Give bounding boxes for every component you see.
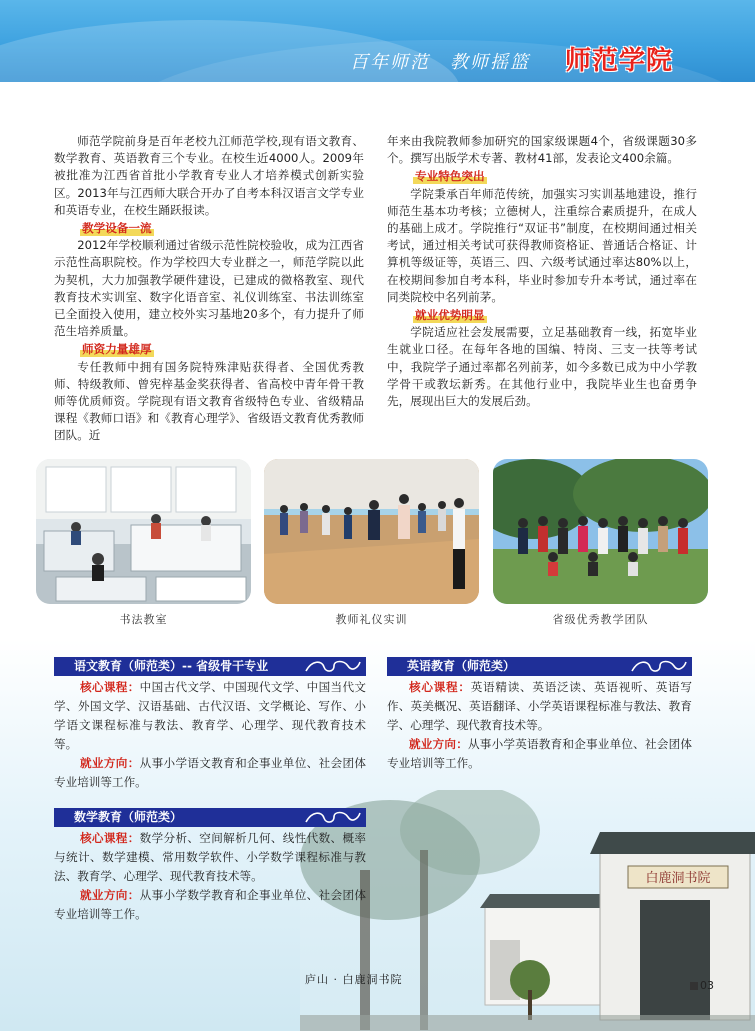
tag-employment-advantage: 就业优势明显 (415, 308, 485, 323)
core-label-chinese: 核心课程： (80, 680, 140, 694)
brand-title: 师范学院 (565, 46, 674, 76)
plaque-text: 白鹿洞书院 (645, 871, 711, 886)
cloud-ornament-icon (302, 658, 362, 675)
slogan-part-2: 教师摇篮 (450, 52, 530, 73)
program-header-math (54, 808, 366, 827)
research-paragraph: 年来由我院教师参加研究的国家级课题4个，省级课题30多个。撰写出版学术专著、教材41部，发表论文400余篇。 (387, 134, 697, 166)
page-number (690, 979, 714, 992)
employment-paragraph: 学院适应社会发展需要，立足基础教育一线，拓宽毕业生就业口径。在每年各地的国编、特岗、三支一扶等考试中，我院学子通过率都名列前茅，如今多数已成为中小学教学骨干或教坛新秀。在其他行业中，我院毕业生也奋勇争先，展现出巨大的发展后劲。 (387, 325, 697, 409)
career-math: 从事小学数学教育和企事业单位、社会团体专业培训等工作。 (54, 888, 366, 921)
tag-teaching-equipment: 教学设备一流 (82, 221, 152, 236)
program-title-math: 数学教育（师范类） (74, 810, 183, 824)
photo-caption-2: 教师礼仪实训 (335, 613, 408, 626)
career-label-english: 就业方向： (409, 737, 468, 751)
specialty-paragraph: 学院秉承百年师范传统，加强实习实训基地建设，推行师范生基本功考核；立德树人，注重综合素质提升，在成人的基础上成才。学院推行“双证书”制度，在校期间通过相关考试，通过相关考试可获得教师资格证、普通话合格证、计算机等级证等，英语三、四、六级考试通过率达80%以上，在校期间参加自考本科，毕业时参加专升本考试，通过率在同类院校中名列前茅。 (387, 186, 697, 304)
academy-scenery-image (300, 790, 755, 1031)
program-title-english: 英语教育（师范类） (407, 659, 516, 673)
program-title-chinese: 语文教育（师范类）-- 省级骨干专业 (74, 659, 269, 673)
core-label-math: 核心课程： (80, 831, 140, 845)
program-body-english (387, 678, 692, 773)
left-column (54, 133, 364, 445)
program-header-chinese (54, 657, 366, 676)
program-header-english (387, 657, 692, 676)
career-chinese: 从事小学语文教育和企事业单位、社会团体专业培训等工作。 (54, 756, 366, 789)
career-label-math: 就业方向： (80, 888, 140, 902)
core-courses-english: 英语精读、英语泛读、英语视听、英语写作、英美概况、英语翻译、小学英语课程标准与教法、教育学、心理学、现代教育技术等。 (387, 680, 692, 732)
scenery-caption: 庐山 · 白鹿洞书院 (305, 973, 403, 986)
page-marker-icon (690, 982, 698, 990)
career-label-chinese: 就业方向： (80, 756, 140, 770)
header-banner (0, 0, 755, 82)
program-body-chinese (54, 678, 366, 792)
tag-faculty-strength: 师资力量雄厚 (82, 342, 152, 357)
right-column (387, 133, 697, 410)
tag-specialty-features: 专业特色突出 (415, 169, 485, 184)
banner-slogan (350, 50, 550, 76)
cloud-ornament-icon (628, 658, 688, 675)
calligraphy-classroom-photo (36, 459, 251, 604)
equipment-paragraph: 2012年学校顺利通过省级示范性院校验收，成为江西省示范性高职院校。作为学校四大专业群之一，师范学院以此为契机，大力加强教学硬件建设，已建成的微格教室、现代教育技术实训室、数字化语音室、礼仪训练室、书法训练室已全面投入使用，建立校外实习基地20多个，有力提升了师范生培养质量。 (54, 238, 364, 339)
photo-caption-3: 省级优秀教学团队 (552, 613, 649, 626)
core-label-english: 核心课程： (409, 680, 471, 694)
etiquette-training-photo (264, 459, 479, 604)
career-english: 从事小学英语教育和企事业单位、社会团体专业培训等工作。 (387, 737, 692, 770)
faculty-paragraph: 专任教师中拥有国务院特殊津贴获得者、全国优秀教师、特级教师、曾宪梓基金奖获得者、省高校中青年骨干教师等优质师资。学院现有语文教育省级特色专业、省级精品课程《教师口语》和《教育心理学》、省级语文教育优秀教师团队。近 (54, 359, 364, 443)
program-body-math (54, 829, 366, 924)
slogan-part-1: 百年师范 (350, 52, 430, 73)
core-courses-math: 数学分析、空间解析几何、线性代数、概率与统计、数学建模、常用数学软件、小学数学课程标准与教法、教育学、心理学、现代教育技术等。 (54, 831, 366, 883)
intro-paragraph: 师范学院前身是百年老校九江师范学校,现有语文教育、数学教育、英语教育三个专业。在校生近4000人。2009年被批准为江西省首批小学教育专业人才培养模式创新实验区。2013年与江西师大联合开办了自考本科汉语言文学专业和英语专业，在校生踊跃报读。 (54, 134, 364, 217)
cloud-ornament-icon (302, 809, 362, 826)
photo-caption-1: 书法教室 (119, 613, 168, 626)
teaching-team-photo (493, 459, 708, 604)
page-number-text: 03 (700, 979, 714, 992)
core-courses-chinese: 中国古代文学、中国现代文学、中国当代文学、外国文学、汉语基础、古代汉语、文学概论、写作、小学语文课程标准与教法、教育学、心理学、现代教育技术等。 (54, 680, 366, 751)
